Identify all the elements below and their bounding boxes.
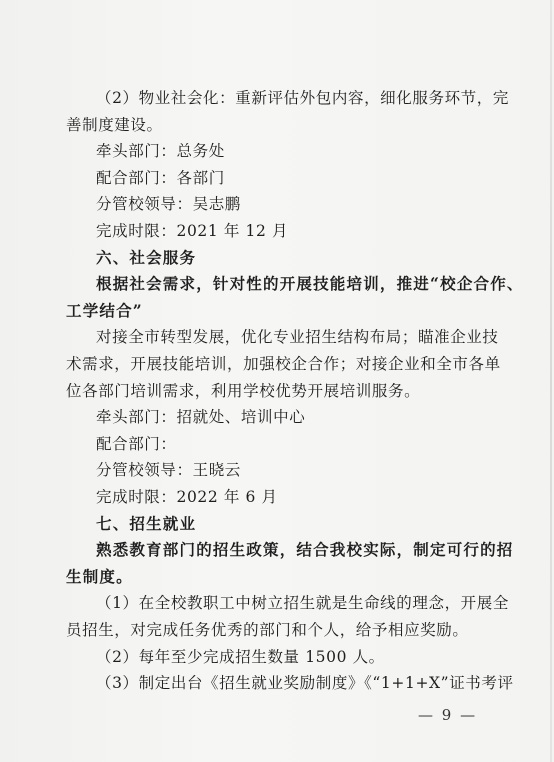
- paragraph-line: （3）制定出台《招生就业奖励制度》《“1+1+X”证书考评: [96, 674, 514, 693]
- paragraph-line: 牵头部门：招就处、培训中心: [96, 408, 306, 427]
- paragraph-line: 善制度建设。: [66, 115, 163, 134]
- paragraph-line: 牵头部门：总务处: [96, 142, 225, 161]
- paragraph-line: 位各部门培训需求，利用学校优势开展培训服务。: [66, 381, 421, 400]
- paragraph-line: 分管校领导：吴志鹏: [96, 195, 241, 214]
- paragraph-line: 员招生，对完成任务优秀的部门和个人，给予相应奖励。: [66, 621, 469, 639]
- bold-paragraph-line: 熟悉教育部门的招生政策，结合我校实际，制定可行的招: [96, 540, 514, 560]
- bold-paragraph-line: 生制度。: [66, 566, 133, 586]
- bold-paragraph-line: 工学结合”: [66, 300, 143, 320]
- bold-paragraph-line: 根据社会需求，针对性的开展技能培训，推进“校企合作、: [96, 274, 524, 294]
- paragraph-line: 完成时限：2022 年 6 月: [96, 488, 278, 506]
- section-heading: 七、招生就业: [96, 513, 197, 533]
- paragraph-line: （2）物业社会化：重新评估外包内容，细化服务环节，完: [96, 89, 509, 107]
- paragraph-line: 对接全市转型发展，优化专业招生结构布局；瞄准企业技: [96, 328, 499, 347]
- paragraph-line: （1）在全校教职工中树立招生就是生命线的理念，开展全: [96, 594, 509, 613]
- paragraph-line: 配合部门：: [96, 434, 177, 453]
- page-edge: [550, 0, 552, 762]
- paragraph-line: 完成时限：2021 年 12 月: [96, 222, 289, 240]
- paragraph-line: 分管校领导：王晓云: [96, 461, 241, 480]
- paragraph-line: （2）每年至少完成招生数量 1500 人。: [96, 647, 385, 666]
- page-number: — 9 —: [418, 706, 478, 724]
- section-heading: 六、社会服务: [96, 247, 197, 267]
- paragraph-line: 术需求，开展技能培训，加强校企合作；对接企业和全市各单: [66, 355, 501, 373]
- paragraph-line: 配合部门：各部门: [96, 168, 225, 187]
